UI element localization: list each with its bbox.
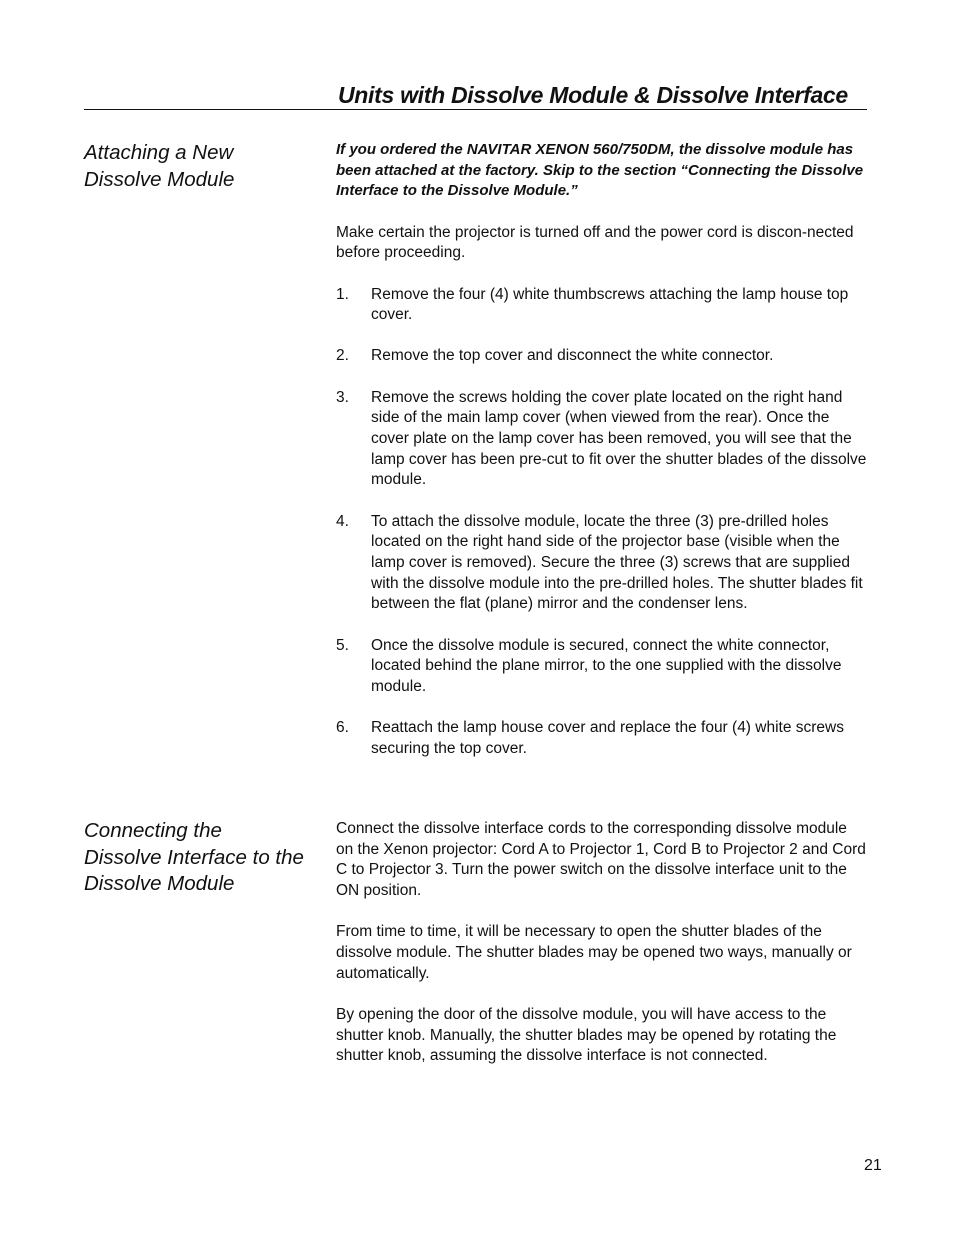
- step-text: To attach the dissolve module, locate the three (3) pre-drilled holes located on the right hand side of the projector base (visible when the lamp cover is removed). Secure the three (3) screws that are supplied with the dissolve module into the pre-drilled holes. The shutter blades fit between the flat (plane) mirror and the condenser lens.: [371, 512, 863, 613]
- section-heading-line: Dissolve Module: [84, 167, 235, 191]
- page-number: 21: [864, 1157, 882, 1174]
- page-title: Units with Dissolve Module & Dissolve Interface: [338, 82, 848, 108]
- step-item: [336, 346, 868, 367]
- section-heading-connecting-interface: [84, 818, 324, 898]
- section-body-connecting-interface: [336, 819, 868, 1088]
- step-item: [336, 388, 868, 492]
- step-text: Remove the four (4) white thumbscrews attaching the lamp house top cover.: [371, 285, 849, 324]
- body-paragraph: By opening the door of the dissolve module, you will have access to the shutter knob. Manually, the shutter blades may be opened by rotating the shutter knob, assuming the dissolve interface is not connected.: [336, 1005, 837, 1065]
- step-text: Remove the top cover and disconnect the white connector.: [371, 347, 774, 365]
- step-item: [336, 285, 868, 326]
- step-number: 4.: [336, 512, 349, 530]
- step-item: [336, 718, 868, 759]
- step-number: 2.: [336, 347, 349, 365]
- body-paragraph: From time to time, it will be necessary to open the shutter blades of the dissolve module. The shutter blades may be opened two ways, manually or automatically.: [336, 923, 852, 982]
- step-number: 3.: [336, 388, 349, 406]
- section-heading-attaching-module: [84, 140, 324, 193]
- step-number: 6.: [336, 719, 349, 737]
- factory-note: If you ordered the NAVITAR XENON 560/750DM, the dissolve module has been attached at the factory. Skip to the section “Connecting the Dissolve Interface to the Dissolve Module.”: [336, 141, 864, 200]
- section-heading-line: Dissolve Interface to the: [84, 845, 304, 869]
- step-text: Once the dissolve module is secured, connect the white connector, located behind the plane mirror, to the one supplied with the dissolve module.: [371, 636, 842, 696]
- step-text: Remove the screws holding the cover plate located on the right hand side of the main lamp cover (when viewed from the rear). Once the cover plate on the lamp cover has been removed, you will see that the lamp cover has been pre-cut to fit over the shutter blades of the dissolve module.: [371, 388, 867, 489]
- section-heading-line: Dissolve Module: [84, 872, 235, 895]
- step-item: [336, 636, 868, 698]
- section-heading-line: Attaching a New: [84, 141, 234, 164]
- title-rule: [84, 109, 867, 110]
- steps-list: [336, 285, 868, 760]
- step-number: 5.: [336, 636, 349, 654]
- safety-instruction: Make certain the projector is turned off and the power cord is discon-nected before proceeding.: [336, 223, 854, 262]
- section-heading-line: Connecting the: [84, 819, 222, 842]
- section-body-attaching-module: [336, 140, 868, 780]
- step-item: [336, 512, 868, 616]
- body-paragraph: Connect the dissolve interface cords to the corresponding dissolve module on the Xenon projector: Cord A to Projector 1, Cord B to Projector 2 and Cord C to Projector 3. Turn the power switch on the dissolve interface unit to the ON position.: [336, 820, 866, 900]
- step-number: 1.: [336, 285, 349, 303]
- step-text: Reattach the lamp house cover and replace the four (4) white screws securing the top cover.: [371, 719, 844, 757]
